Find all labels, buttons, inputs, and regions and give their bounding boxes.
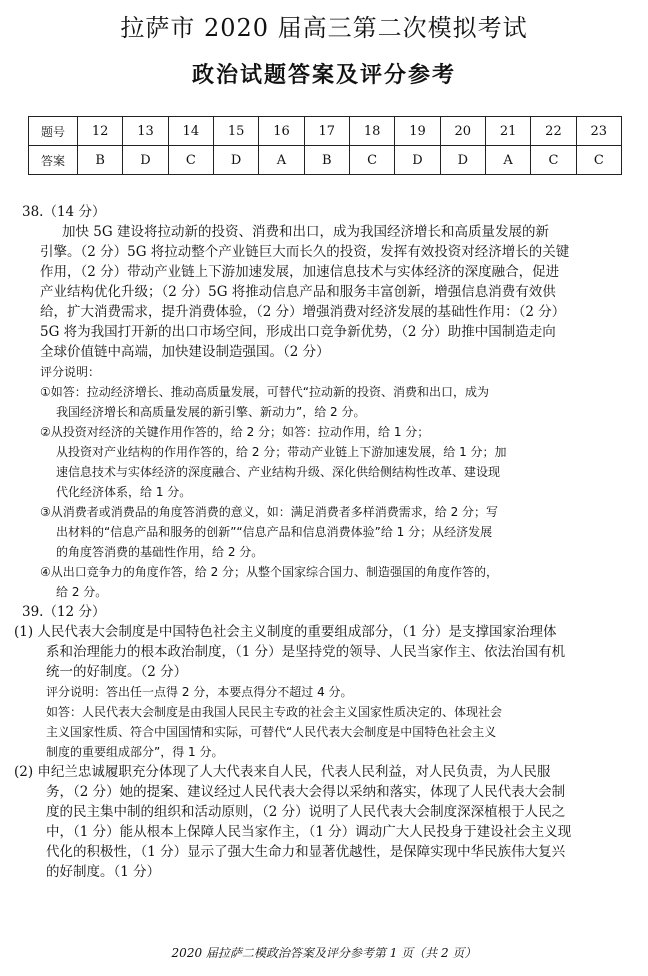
answer-cell: C (531, 146, 576, 175)
scoring-note-line: ②从投资对经济的关键作用作答的，给 2 分；如答：拉动作用，给 1 分； (40, 425, 430, 439)
question-number: 22 (531, 117, 576, 146)
answer-table (28, 116, 622, 175)
scoring-note-line: 主义国家性质、符合中国国情和实际，可替代“人民代表大会制度是中国特色社会主义 (46, 725, 497, 739)
scoring-note-line: 评分说明：答出任一点得 2 分，本要点得分不超过 4 分。 (46, 685, 353, 699)
answer-text-line: 引擎。（2 分）5G 将拉动整个产业链巨大而长久的投资，发挥有效投资对经济增长的关键 (40, 244, 570, 260)
scoring-note-line: 出材料的“信息产品和服务的创新”“信息产品和信息消费体验”给 1 分；从经济发展 (56, 525, 493, 539)
scoring-note-line: 从投资对产业结构的作用作答的，给 2 分；带动产业链上下游加速发展，给 1 分；加 (56, 445, 507, 459)
question-number: 13 (123, 117, 168, 146)
answer-cell: D (395, 146, 440, 175)
answer-text-line: 中，（1 分）能从根本上保障人民当家作主，（1 分）调动广大人民投身于建设社会主义现 (46, 824, 572, 840)
scoring-note-line: 我国经济增长和高质量发展的新引擎、新动力”，给 2 分。 (56, 405, 366, 419)
question-number: 16 (259, 117, 304, 146)
question-number-label: 题号 (29, 117, 78, 146)
page-footer: 2020 届拉萨二模政治答案及评分参考第 1 页（共 2 页） (171, 946, 477, 960)
answer-cell: D (123, 146, 168, 175)
answer-label: 答案 (29, 146, 78, 175)
scoring-note-line: ①如答：拉动经济增长、推动高质量发展，可替代“拉动新的投资、消费和出口，成为 (40, 385, 489, 399)
answer-cell: D (440, 146, 485, 175)
scoring-note-line: 的角度答消费的基础性作用，给 2 分。 (56, 545, 264, 559)
scoring-note-line: 速信息技术与实体经济的深度融合、产业结构升级、深化供给侧结构性改革、建设现 (56, 465, 501, 479)
answer-text-line: 给，扩大消费需求，提升消费体验，（2 分）增强消费对经济发展的基础性作用：（2 分） (40, 304, 566, 320)
scoring-note-line: 给 2 分。 (56, 585, 108, 599)
question-number: 17 (304, 117, 349, 146)
answer-cell: D (213, 146, 258, 175)
exam-title: 拉萨市 2020 届高三第二次模拟考试 (120, 14, 528, 42)
question-number: 18 (349, 117, 394, 146)
answer-text-line: 产业结构优化升级；（2 分）5G 将推动信息产品和服务丰富创新，增强信息消费有效供 (40, 284, 556, 300)
answer-text-line: 全球价值链中高端，加快建设制造强国。（2 分） (40, 344, 330, 360)
scoring-note-line: 制度的重要组成部分”，得 1 分。 (46, 745, 224, 759)
scoring-note-line: ③从消费者或消费品的角度答消费的意义，如：满足消费者多样消费需求，给 2 分；写 (40, 505, 499, 519)
question-38-heading: 38.（14 分） (22, 204, 106, 220)
answer-key-subtitle: 政治试题答案及评分参考 (191, 62, 456, 88)
question-number: 21 (485, 117, 530, 146)
question-number: 12 (78, 117, 123, 146)
answer-text-line: 5G 将为我国打开新的出口市场空间，形成出口竞争新优势，（2 分）助推中国制造走向 (40, 324, 556, 340)
answer-text-line: 统一的好制度。（2 分） (46, 664, 188, 680)
question-number: 19 (395, 117, 440, 146)
question-39-heading: 39.（12 分） (22, 604, 106, 620)
answer-cell: C (168, 146, 213, 175)
answer-text-line: 务，（2 分）她的提案、建议经过人民代表大会得以采纳和落实，体现了人民代表大会制 (46, 784, 566, 800)
scoring-note-line: 代化经济体系，给 1 分。 (56, 485, 192, 499)
answer-text-line: 系和治理能力的根本政治制度，（1 分）是坚持党的领导、人民当家作主、依法治国有机 (46, 644, 566, 660)
answer-row (29, 146, 622, 175)
scoring-note-line: ④从出口竞争力的角度作答，给 2 分；从整个国家综合国力、制造强国的角度作答的， (40, 565, 499, 579)
answer-cell: B (304, 146, 349, 175)
scoring-notes-heading: 评分说明： (40, 365, 101, 379)
question-number: 23 (576, 117, 621, 146)
question-number-row (29, 117, 622, 146)
answer-text-line: 度的民主集中制的组织和活动原则，（2 分）说明了人民代表大会制度深深植根于人民之 (46, 804, 566, 820)
question-number: 20 (440, 117, 485, 146)
answer-cell: A (485, 146, 530, 175)
answer-text-line: 代化的积极性，（1 分）显示了强大生命力和显著优越性，是保障实现中华民族伟大复兴 (46, 844, 566, 860)
answer-cell: C (576, 146, 621, 175)
scoring-note-line: 如答：人民代表大会制度是由我国人民民主专政的社会主义国家性质决定的、体现社会 (46, 705, 503, 719)
question-number: 14 (168, 117, 213, 146)
answer-cell: B (78, 146, 123, 175)
answer-text-line: (1) 人民代表大会制度是中国特色社会主义制度的重要组成部分，（1 分）是支撑国家治理体 (14, 624, 557, 640)
answer-text-line: 作用，（2 分）带动产业链上下游加速发展，加速信息技术与实体经济的深度融合，促进 (40, 264, 560, 280)
answer-cell: C (349, 146, 394, 175)
answer-text-line: (2) 申纪兰忠诚履职充分体现了人大代表来自人民，代表人民利益，对人民负责，为人民服 (14, 764, 551, 780)
question-number: 15 (213, 117, 258, 146)
answer-text-line: 加快 5G 建设将拉动新的投资、消费和出口，成为我国经济增长和高质量发展的新 (62, 224, 549, 240)
answer-cell: A (259, 146, 304, 175)
answer-text-line: 的好制度。（1 分） (46, 864, 161, 880)
